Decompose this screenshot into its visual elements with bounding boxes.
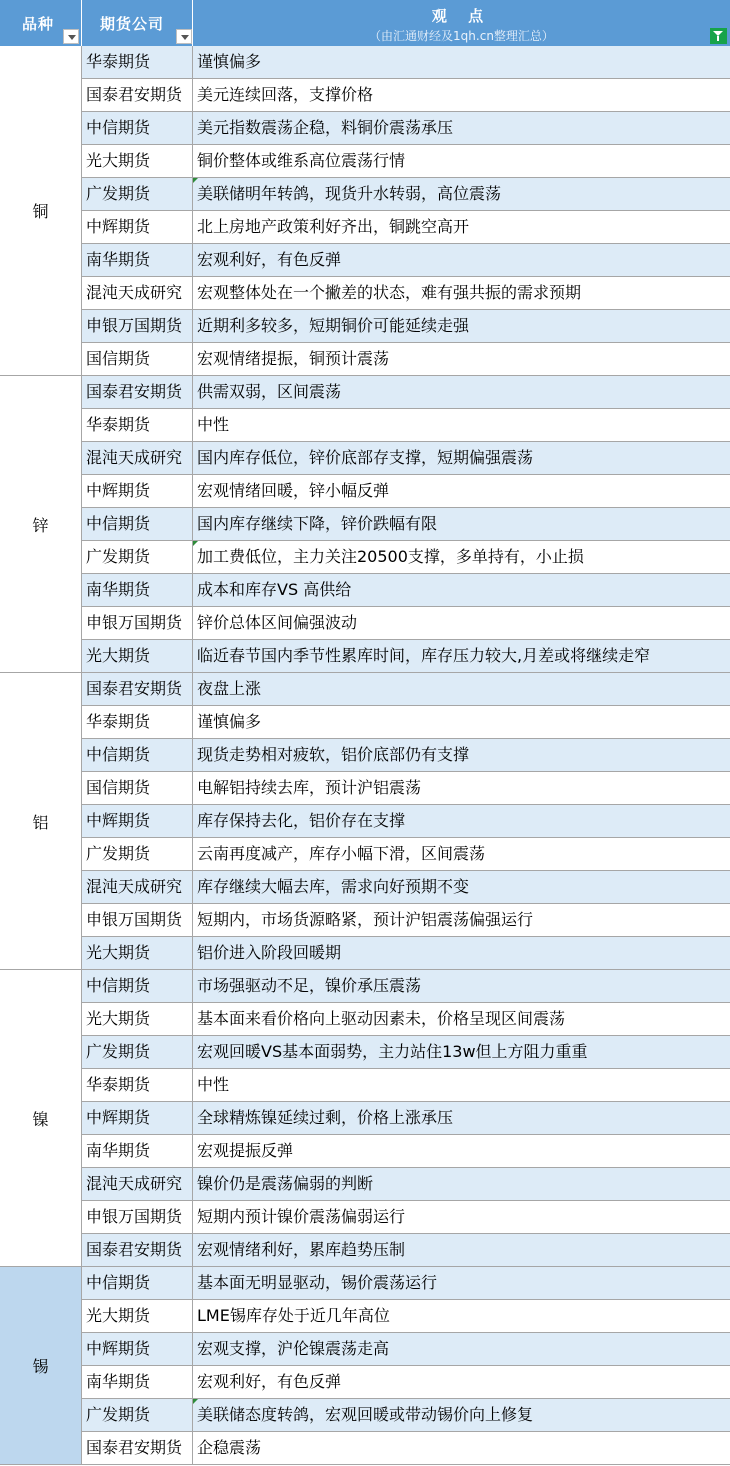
view-cell[interactable]: 中性 bbox=[197, 415, 230, 434]
table-row[interactable] bbox=[82, 607, 730, 640]
company-cell[interactable]: 中信期货 bbox=[82, 508, 193, 540]
table-row[interactable] bbox=[82, 772, 730, 805]
company-cell[interactable]: 国泰君安期货 bbox=[82, 1432, 193, 1464]
table-row[interactable] bbox=[82, 706, 730, 739]
company-cell[interactable]: 申银万国期货 bbox=[82, 310, 193, 342]
view-cell[interactable]: 电解铝持续去库，预计沪铝震荡 bbox=[197, 778, 422, 797]
table-row[interactable] bbox=[82, 79, 730, 112]
view-cell[interactable]: 铝价进入阶段回暖期 bbox=[197, 943, 342, 962]
view-cell[interactable]: 铜价整体或维系高位震荡行情 bbox=[197, 151, 406, 170]
view-cell[interactable]: 锌价总体区间偏强波动 bbox=[197, 613, 358, 632]
table-row[interactable] bbox=[82, 937, 730, 970]
view-cell[interactable]: 企稳震荡 bbox=[197, 1438, 262, 1457]
table-row[interactable] bbox=[82, 1399, 730, 1432]
table-row[interactable] bbox=[82, 442, 730, 475]
view-cell[interactable]: LME锡库存处于近几年高位 bbox=[197, 1306, 390, 1325]
table-row[interactable] bbox=[82, 409, 730, 442]
company-cell[interactable]: 申银万国期货 bbox=[82, 607, 193, 639]
table-row[interactable] bbox=[82, 574, 730, 607]
view-cell[interactable]: 国内库存继续下降，锌价跌幅有限 bbox=[197, 514, 438, 533]
view-cell[interactable]: 市场强驱动不足，镍价承压震荡 bbox=[197, 976, 422, 995]
header-view-label: 观 点 bbox=[431, 7, 492, 25]
table-row[interactable] bbox=[82, 838, 730, 871]
view-cell[interactable]: 国内库存低位，锌价底部存支撑，短期偏强震荡 bbox=[197, 448, 534, 467]
view-cell[interactable]: 云南再度减产，库存小幅下滑，区间震荡 bbox=[197, 844, 486, 863]
company-cell[interactable]: 光大期货 bbox=[82, 145, 193, 177]
view-cell[interactable]: 美元指数震荡企稳，料铜价震荡承压 bbox=[197, 118, 454, 137]
company-cell[interactable]: 南华期货 bbox=[82, 244, 193, 276]
table-row[interactable] bbox=[82, 343, 730, 376]
table-row[interactable] bbox=[82, 1168, 730, 1201]
category-cell[interactable]: 锌 bbox=[0, 376, 82, 673]
view-cell[interactable]: 基本面来看价格向上驱动因素未，价格呈现区间震荡 bbox=[197, 1009, 566, 1028]
view-cell[interactable]: 夜盘上涨 bbox=[197, 679, 262, 698]
table-row[interactable] bbox=[82, 541, 730, 574]
company-cell[interactable]: 混沌天成研究 bbox=[82, 1168, 193, 1200]
company-cell[interactable]: 中辉期货 bbox=[82, 475, 193, 507]
view-cell[interactable]: 宏观情绪提振，铜预计震荡 bbox=[197, 349, 390, 368]
company-cell[interactable]: 南华期货 bbox=[82, 1135, 193, 1167]
filter-dropdown-icon[interactable] bbox=[63, 29, 79, 44]
table-row[interactable] bbox=[82, 1333, 730, 1366]
view-cell[interactable]: 短期内预计镍价震荡偏弱运行 bbox=[197, 1207, 406, 1226]
view-cell[interactable]: 加工费低位，主力关注20500支撑，多单持有，小止损 bbox=[197, 547, 584, 566]
category-cell[interactable]: 铝 bbox=[0, 673, 82, 970]
table-row[interactable] bbox=[82, 805, 730, 838]
view-cell[interactable]: 中性 bbox=[197, 1075, 230, 1094]
table-row[interactable] bbox=[82, 475, 730, 508]
table-row[interactable] bbox=[82, 970, 730, 1003]
category-cell[interactable]: 锡 bbox=[0, 1267, 82, 1465]
company-cell[interactable]: 中辉期货 bbox=[82, 211, 193, 243]
category-cell[interactable]: 镍 bbox=[0, 970, 82, 1267]
view-cell[interactable]: 谨慎偏多 bbox=[197, 712, 262, 731]
header-company bbox=[82, 0, 193, 46]
company-cell[interactable]: 中辉期货 bbox=[82, 1102, 193, 1134]
company-cell[interactable]: 混沌天成研究 bbox=[82, 871, 193, 903]
view-cell[interactable]: 宏观情绪回暖，锌小幅反弹 bbox=[197, 481, 390, 500]
company-cell[interactable]: 广发期货 bbox=[82, 838, 193, 870]
table-row[interactable] bbox=[82, 871, 730, 904]
company-cell[interactable]: 国泰君安期货 bbox=[82, 673, 193, 705]
table-row[interactable] bbox=[82, 145, 730, 178]
company-cell[interactable]: 中信期货 bbox=[82, 739, 193, 771]
table-row[interactable] bbox=[82, 1366, 730, 1399]
company-cell[interactable]: 华泰期货 bbox=[82, 706, 193, 738]
category-cell[interactable]: 铜 bbox=[0, 46, 82, 376]
view-cell[interactable]: 基本面无明显驱动，锡价震荡运行 bbox=[197, 1273, 438, 1292]
view-cell[interactable]: 北上房地产政策利好齐出，铜跳空高开 bbox=[197, 217, 470, 236]
table-row[interactable] bbox=[82, 904, 730, 937]
table-row[interactable] bbox=[82, 277, 730, 310]
comment-marker-icon bbox=[193, 1399, 198, 1404]
company-cell[interactable]: 广发期货 bbox=[82, 1036, 193, 1068]
view-cell[interactable]: 宏观利好，有色反弹 bbox=[197, 250, 342, 269]
filter-active-icon[interactable] bbox=[710, 28, 727, 44]
company-cell[interactable]: 南华期货 bbox=[82, 1366, 193, 1398]
company-cell[interactable]: 中辉期货 bbox=[82, 805, 193, 837]
company-cell[interactable]: 广发期货 bbox=[82, 178, 193, 210]
table-row[interactable] bbox=[82, 1036, 730, 1069]
comment-marker-icon bbox=[193, 178, 198, 183]
view-cell[interactable]: 短期内，市场货源略紧，预计沪铝震荡偏强运行 bbox=[197, 910, 534, 929]
company-cell[interactable]: 光大期货 bbox=[82, 1300, 193, 1332]
table-row[interactable] bbox=[82, 46, 730, 79]
company-cell[interactable]: 国泰君安期货 bbox=[82, 1234, 193, 1266]
table-row[interactable] bbox=[82, 1102, 730, 1135]
header-view-subtitle: （由汇通财经及1qh.cn整理汇总） bbox=[369, 29, 554, 43]
company-cell[interactable]: 混沌天成研究 bbox=[82, 277, 193, 309]
table-row[interactable] bbox=[82, 673, 730, 706]
view-cell[interactable]: 供需双弱，区间震荡 bbox=[197, 382, 342, 401]
company-cell[interactable]: 广发期货 bbox=[82, 1399, 193, 1431]
view-cell[interactable]: 宏观支撑，沪伦镍震荡走高 bbox=[197, 1339, 390, 1358]
table-row[interactable] bbox=[82, 1267, 730, 1300]
table-row[interactable] bbox=[82, 1003, 730, 1036]
table-row[interactable] bbox=[82, 310, 730, 343]
table-row[interactable] bbox=[82, 1300, 730, 1333]
view-cell[interactable]: 宏观提振反弹 bbox=[197, 1141, 294, 1160]
view-cell[interactable]: 全球精炼镍延续过剩，价格上涨承压 bbox=[197, 1108, 454, 1127]
company-cell[interactable]: 国泰君安期货 bbox=[82, 376, 193, 408]
company-cell[interactable]: 广发期货 bbox=[82, 541, 193, 573]
view-cell[interactable]: 美元连续回落，支撑价格 bbox=[197, 85, 374, 104]
view-cell[interactable]: 谨慎偏多 bbox=[197, 52, 262, 71]
table-row[interactable] bbox=[82, 112, 730, 145]
company-cell[interactable]: 申银万国期货 bbox=[82, 1201, 193, 1233]
company-cell[interactable]: 中辉期货 bbox=[82, 1333, 193, 1365]
company-cell[interactable]: 南华期货 bbox=[82, 574, 193, 606]
view-cell[interactable]: 宏观回暖VS基本面弱势，主力站住13w但上方阻力重重 bbox=[197, 1042, 588, 1061]
table-row[interactable] bbox=[82, 211, 730, 244]
table-row[interactable] bbox=[82, 244, 730, 277]
table-row[interactable] bbox=[82, 739, 730, 772]
table-row[interactable] bbox=[82, 640, 730, 673]
view-cell[interactable]: 美联储态度转鸽，宏观回暖或带动锡价向上修复 bbox=[197, 1405, 534, 1424]
view-cell[interactable]: 美联储明年转鸽，现货升水转弱，高位震荡 bbox=[197, 184, 502, 203]
table-row[interactable] bbox=[82, 1201, 730, 1234]
header-company-label: 期货公司 bbox=[100, 15, 165, 33]
view-cell[interactable]: 临近春节国内季节性累库时间，库存压力较大,月差或将继续走窄 bbox=[197, 646, 651, 665]
company-cell[interactable]: 光大期货 bbox=[82, 937, 193, 969]
company-cell[interactable]: 国泰君安期货 bbox=[82, 79, 193, 111]
table-row[interactable] bbox=[82, 178, 730, 211]
header-category bbox=[0, 0, 82, 46]
view-cell[interactable]: 库存继续大幅去库，需求向好预期不变 bbox=[197, 877, 470, 896]
filter-dropdown-icon[interactable] bbox=[176, 29, 192, 44]
view-cell[interactable]: 宏观情绪利好，累库趋势压制 bbox=[197, 1240, 406, 1259]
comment-marker-icon bbox=[193, 541, 198, 546]
company-cell[interactable]: 国信期货 bbox=[82, 343, 193, 375]
table-row[interactable] bbox=[82, 1135, 730, 1168]
view-cell[interactable]: 近期利多较多，短期铜价可能延续走强 bbox=[197, 316, 470, 335]
view-cell[interactable]: 成本和库存VS 高供给 bbox=[197, 580, 352, 599]
header-category-label: 品种 bbox=[22, 15, 55, 33]
view-cell[interactable]: 库存保持去化，铝价存在支撑 bbox=[197, 811, 406, 830]
header-view bbox=[193, 0, 730, 46]
company-cell[interactable]: 国信期货 bbox=[82, 772, 193, 804]
view-cell[interactable]: 现货走势相对疲软，铝价底部仍有支撑 bbox=[197, 745, 470, 764]
table-row[interactable] bbox=[82, 1234, 730, 1267]
company-cell[interactable]: 申银万国期货 bbox=[82, 904, 193, 936]
table-row[interactable] bbox=[82, 508, 730, 541]
view-cell[interactable]: 宏观利好，有色反弹 bbox=[197, 1372, 342, 1391]
table-row[interactable] bbox=[82, 1069, 730, 1102]
company-cell[interactable]: 光大期货 bbox=[82, 1003, 193, 1035]
company-cell[interactable]: 中信期货 bbox=[82, 970, 193, 1002]
table-row[interactable] bbox=[82, 1432, 730, 1465]
company-cell[interactable]: 华泰期货 bbox=[82, 1069, 193, 1101]
company-cell[interactable]: 华泰期货 bbox=[82, 409, 193, 441]
company-cell[interactable]: 光大期货 bbox=[82, 640, 193, 672]
company-cell[interactable]: 混沌天成研究 bbox=[82, 442, 193, 474]
view-cell[interactable]: 镍价仍是震荡偏弱的判断 bbox=[197, 1174, 374, 1193]
company-cell[interactable]: 中信期货 bbox=[82, 1267, 193, 1299]
company-cell[interactable]: 华泰期货 bbox=[82, 46, 193, 78]
table-row[interactable] bbox=[82, 376, 730, 409]
company-cell[interactable]: 中信期货 bbox=[82, 112, 193, 144]
view-cell[interactable]: 宏观整体处在一个撇差的状态，难有强共振的需求预期 bbox=[197, 283, 582, 302]
